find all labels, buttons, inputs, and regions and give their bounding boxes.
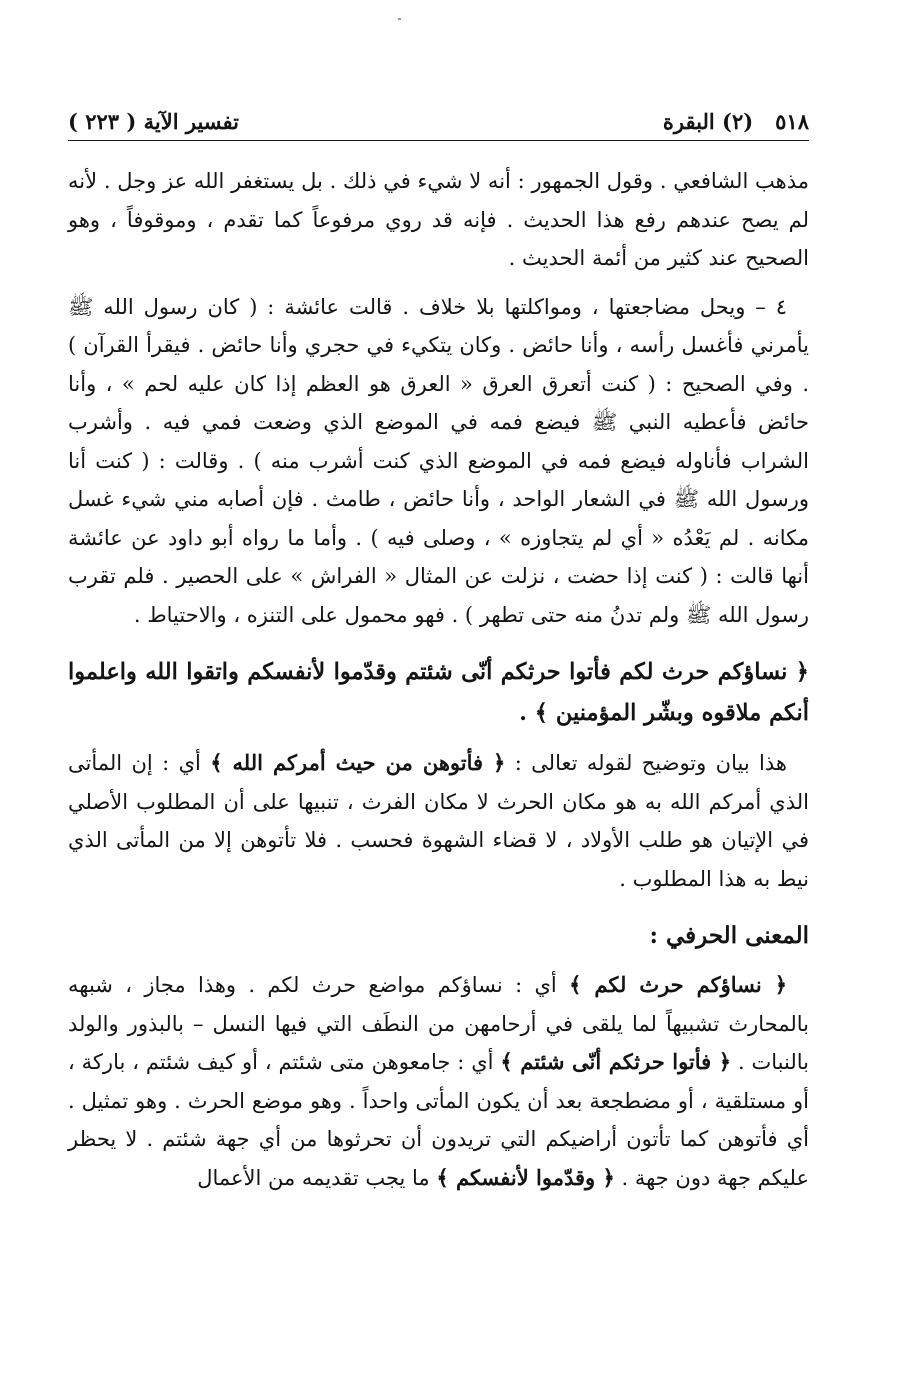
p3-text-c: أي : إن المأتى الذي أمركم الله به هو مكان الحرث لا مكان الفرث ، تنبيها على أن المطلوب الأصلي في الإتيان هو طلب الأولاد ، لا قضاء الشهوة فحسب . فلا تأتوهن إلا من المأتى الذي نيط به هذا المطلوب . [68, 751, 809, 891]
quran-verse: ﴿ نساؤكم حرث لكم فأتوا حرثكم أنّى شئتم وقدّموا لأنفسكم واتقوا الله واعلموا أنكم ملاقوه وبشّر المؤمنين ﴾ . [68, 659, 809, 726]
paragraph-1: مذهب الشافعي . وقول الجمهور : أنه لا شيء في ذلك . بل يستغفر الله عز وجل . لأنه لم يصح عندهم رفع هذا الحديث . فإنه قد روي مرفوعاً كما تقدم ، وموقوفاً ، وهو الصحيح عند كثير من أئمة الحديث . [68, 169, 809, 270]
section-title: المعنى الحرفي : [649, 922, 809, 949]
p3-quote: ﴿ فأتوهن من حيث أمركم الله ﴾ [210, 750, 506, 775]
p4-text-f: ما يجب تقديمه من الأعمال [197, 1165, 437, 1190]
p4-quote-2: ﴿ فأتوا حرثكم أنّى شئتم ﴾ [500, 1049, 732, 1074]
p4-text-d: أي : جامعوهن متى شئتم ، أو كيف شئتم ، باركة ، أو مستلقية ، أو مضطجعة بعد أن يكون المأتى واحداً . وهو موضع الحرث . وهو تمثيل . أي فأتوهن كما تأتون أراضيكم التي تريدون أن تحرثوها من أي جهة شئتم . لا يحظر عليكم جهة دون جهة . [68, 1050, 809, 1190]
header-right [663, 108, 809, 136]
scan-mark [398, 18, 401, 20]
page-body [68, 162, 809, 1197]
paragraph-4 [68, 966, 809, 1197]
header-divider [68, 140, 809, 141]
p3-text-a: هذا بيان وتوضيح لقوله تعالى : [505, 751, 787, 775]
paragraph-3 [68, 744, 809, 898]
surah-name: (٢) البقرة [662, 109, 754, 134]
page-number: ٥١٨ [775, 109, 809, 134]
spacer [68, 278, 809, 288]
section-heading: تفسير الآية ( ٢٢٣ ) [68, 109, 240, 134]
spacer [68, 634, 809, 652]
spacer [68, 956, 809, 966]
p4-text-b: أي : نساؤكم مواضع حرث لكم . وهذا مجاز ، شبهه بالمحارث تشبيهاً لما يلقى في أرحامهن من النطَف التي فيها النسل – بالبذور والولد بالنبات . [68, 973, 809, 1074]
page-header [68, 92, 809, 136]
p4-quote-3: ﴿ وقدّموا لأنفسكم ﴾ [436, 1164, 615, 1190]
spacer [68, 734, 809, 744]
paragraph-2: ٤ – ويحل مضاجعتها ، ومواكلتها بلا خلاف . قالت عائشة : ( كان رسول الله ﷺ يأمرني فأغسل رأسه ، وأنا حائض . وكان يتكيء في حجري وأنا حائض . فيقرأ القرآن ) . وفي الصحيح : ( كنت أتعرق العرق « العرق هو العظم إذا كان عليه لحم » ، وأنا حائض فأعطيه النبي ﷺ فيضع فمه في الموضع الذي وضعت فمي فيه . وأشرب الشراب فأناوله فيضع فمه في الموضع الذي كنت أشرب منه ) . وقالت : ( كنت أنا ورسول الله ﷺ في الشعار الواحد ، وأنا حائض ، طامث . فإن أصابه مني شيء غسل مكانه . لم يَعْدُه « أي لم يتجاوزه » ، وصلى فيه ) . وأما ما رواه أبو داود عن عائشة أنها قالت : ( كنت إذا حضت ، نزلت عن المثال « الفراش » على الحصير . فلم تقرب رسول الله ﷺ ولم تدنُ منه حتى تطهر ) . فهو محمول على التنزه ، والاحتياط . [68, 294, 809, 627]
spacer [68, 898, 809, 916]
p4-quote-1: ﴿ نساؤكم حرث لكم ﴾ [569, 972, 787, 997]
